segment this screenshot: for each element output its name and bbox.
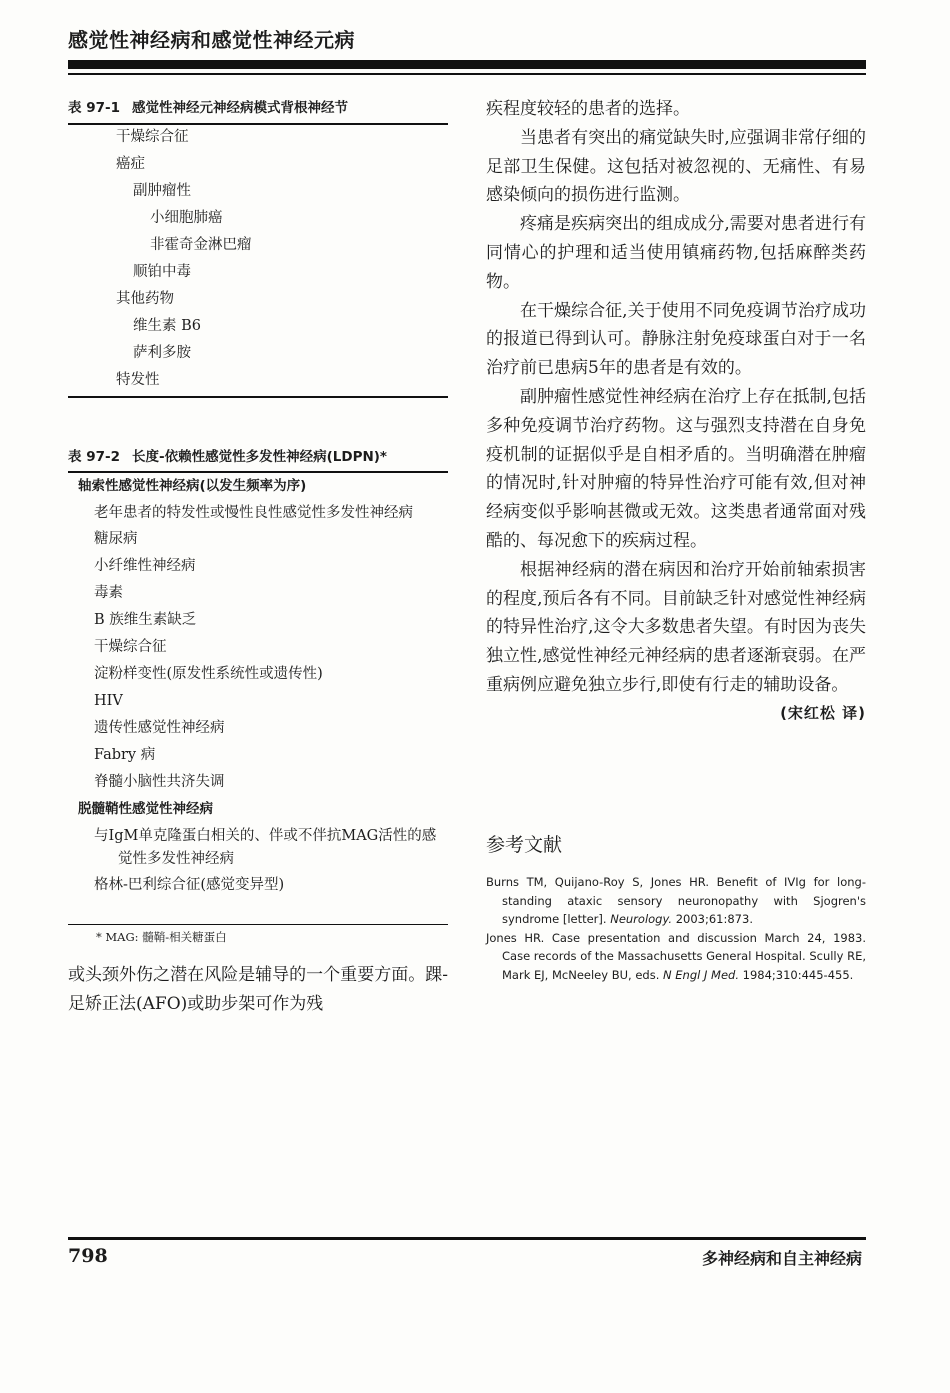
paragraph: 疾程度较轻的患者的选择。 [486,99,690,119]
table1-bottom-rule [68,396,448,398]
table2-item: 与IgM单克隆蛋白相关的、伴或不伴抗MAG活性的感觉性多发性神经病 [94,828,437,867]
footer-section-title: 多神经病和自主神经病 [701,1249,862,1268]
table2-item: 干燥综合征 [94,639,167,655]
table2-section-axonal: 轴索性感觉性神经病(以发生频率为序) [78,478,307,494]
paragraph: 疼痛是疾病突出的组成成分,需要对患者进行有同情心的护理和适当使用镇痛药物,包括麻醉类药物。 [486,214,866,292]
references-list [486,873,866,984]
table1-row: 特发性 [116,372,160,388]
table1-row: 维生素 B6 [133,318,201,334]
paragraph: 根据神经病的潜在病因和治疗开始前轴索损害的程度,预后各有不同。目前缺乏针对感觉性神经病的特异性治疗,这令大多数患者失望。有时因为丧失独立性,感觉性神经元神经病的患者逐渐衰弱。在严重病例应避免独立步行,即使有行走的辅助设备。 [486,559,866,695]
table1-row: 癌症 [116,156,145,172]
table2-section-demyelinating: 脱髓鞘性感觉性神经病 [78,801,213,817]
references-heading: 参考文献 [486,834,563,856]
table2-item: 遗传性感觉性神经病 [94,720,225,736]
left-body-text: 或头颈外伤之潜在风险是辅导的一个重要方面。踝-足矫正法(AFO)或助步架可作为残 [68,965,448,1014]
table2-item: Fabry 病 [94,747,156,763]
table2-item: 毒素 [94,585,123,601]
table1-body [68,124,448,394]
table1-row: 干燥综合征 [116,129,189,145]
header-rule-thin [68,73,866,75]
table1-row: 非霍奇金淋巴瘤 [150,237,252,253]
table2-item: HIV [94,693,123,709]
table2-caption [68,445,448,465]
paragraph: 在干燥综合征,关于使用不同免疫调节治疗成功的报道已得到认可。静脉注射免疫球蛋白对于一名治疗前已患病5年的患者是有效的。 [486,300,866,379]
table1-title: 感觉性神经元神经病模式背根神经节 [131,100,348,116]
right-body [486,95,866,723]
reference-item: Jones HR. Case presentation and discussion March 24, 1983. Case records of the Massachusetts General Hospital. Scully RE, Mark EJ, McNeeley BU, eds. N Engl J Med. 1984;310:445-455. [486,930,866,982]
table1-row: 顺铂中毒 [133,264,191,280]
table2-item: 小纤维性神经病 [94,558,196,574]
table1-row: 副肿瘤性 [133,183,191,199]
header-rule-thick [68,60,866,69]
page-number: 798 [68,1245,108,1267]
paragraph: 副肿瘤性感觉性神经病在治疗上存在抵制,包括多种免疫调节治疗药物。这与强烈支持潜在自身免疫机制的证据似乎是自相矛盾的。当明确潜在肿瘤的情况时,针对肿瘤的特异性治疗可能有效,但对神经病变似乎影响甚微或无效。这类患者通常面对残酷的、每况愈下的疾病过程。 [486,386,866,551]
table2-footnote: * MAG: 髓鞘-相关糖蛋白 [96,930,227,944]
table1-row: 萨利多胺 [133,345,191,361]
table2-number: 表 97-2 [68,449,120,465]
table1-row: 其他药物 [116,291,174,307]
table2-item: 淀粉样变性(原发性系统性或遗传性) [94,666,323,682]
paragraph: 当患者有突出的痛觉缺失时,应强调非常仔细的足部卫生保健。这包括对被忽视的、无痛性、有易感染倾向的损伤进行监测。 [486,127,866,206]
table2-item: 脊髓小脑性共济失调 [94,774,225,790]
table1-caption [68,96,448,116]
table2-bottom-rule [68,924,448,925]
footer-rule [68,1237,866,1240]
reference-item: Burns TM, Quijano-Roy S, Jones HR. Benefit of IVIg for long-standing ataxic sensory neuronopathy with Sjogren's syndrome [letter]. Neurology. 2003;61:873. [486,875,866,926]
table2-title: 长度-依赖性感觉性多发性神经病(LDPN)* [131,449,387,465]
table2-item: 老年患者的特发性或慢性良性感觉性多发性神经病 [94,505,413,521]
running-title: 感觉性神经病和感觉性神经元病 [68,28,355,52]
table2-item: B 族维生素缺乏 [94,612,197,628]
table2-body [68,473,448,899]
table1-number: 表 97-1 [68,100,120,116]
table2-item: 格林-巴利综合征(感觉变异型) [94,877,285,893]
translator-credit: (宋红松 译) [780,703,866,722]
table1-row: 小细胞肺癌 [150,210,223,226]
table2-item: 糖尿病 [94,531,138,547]
